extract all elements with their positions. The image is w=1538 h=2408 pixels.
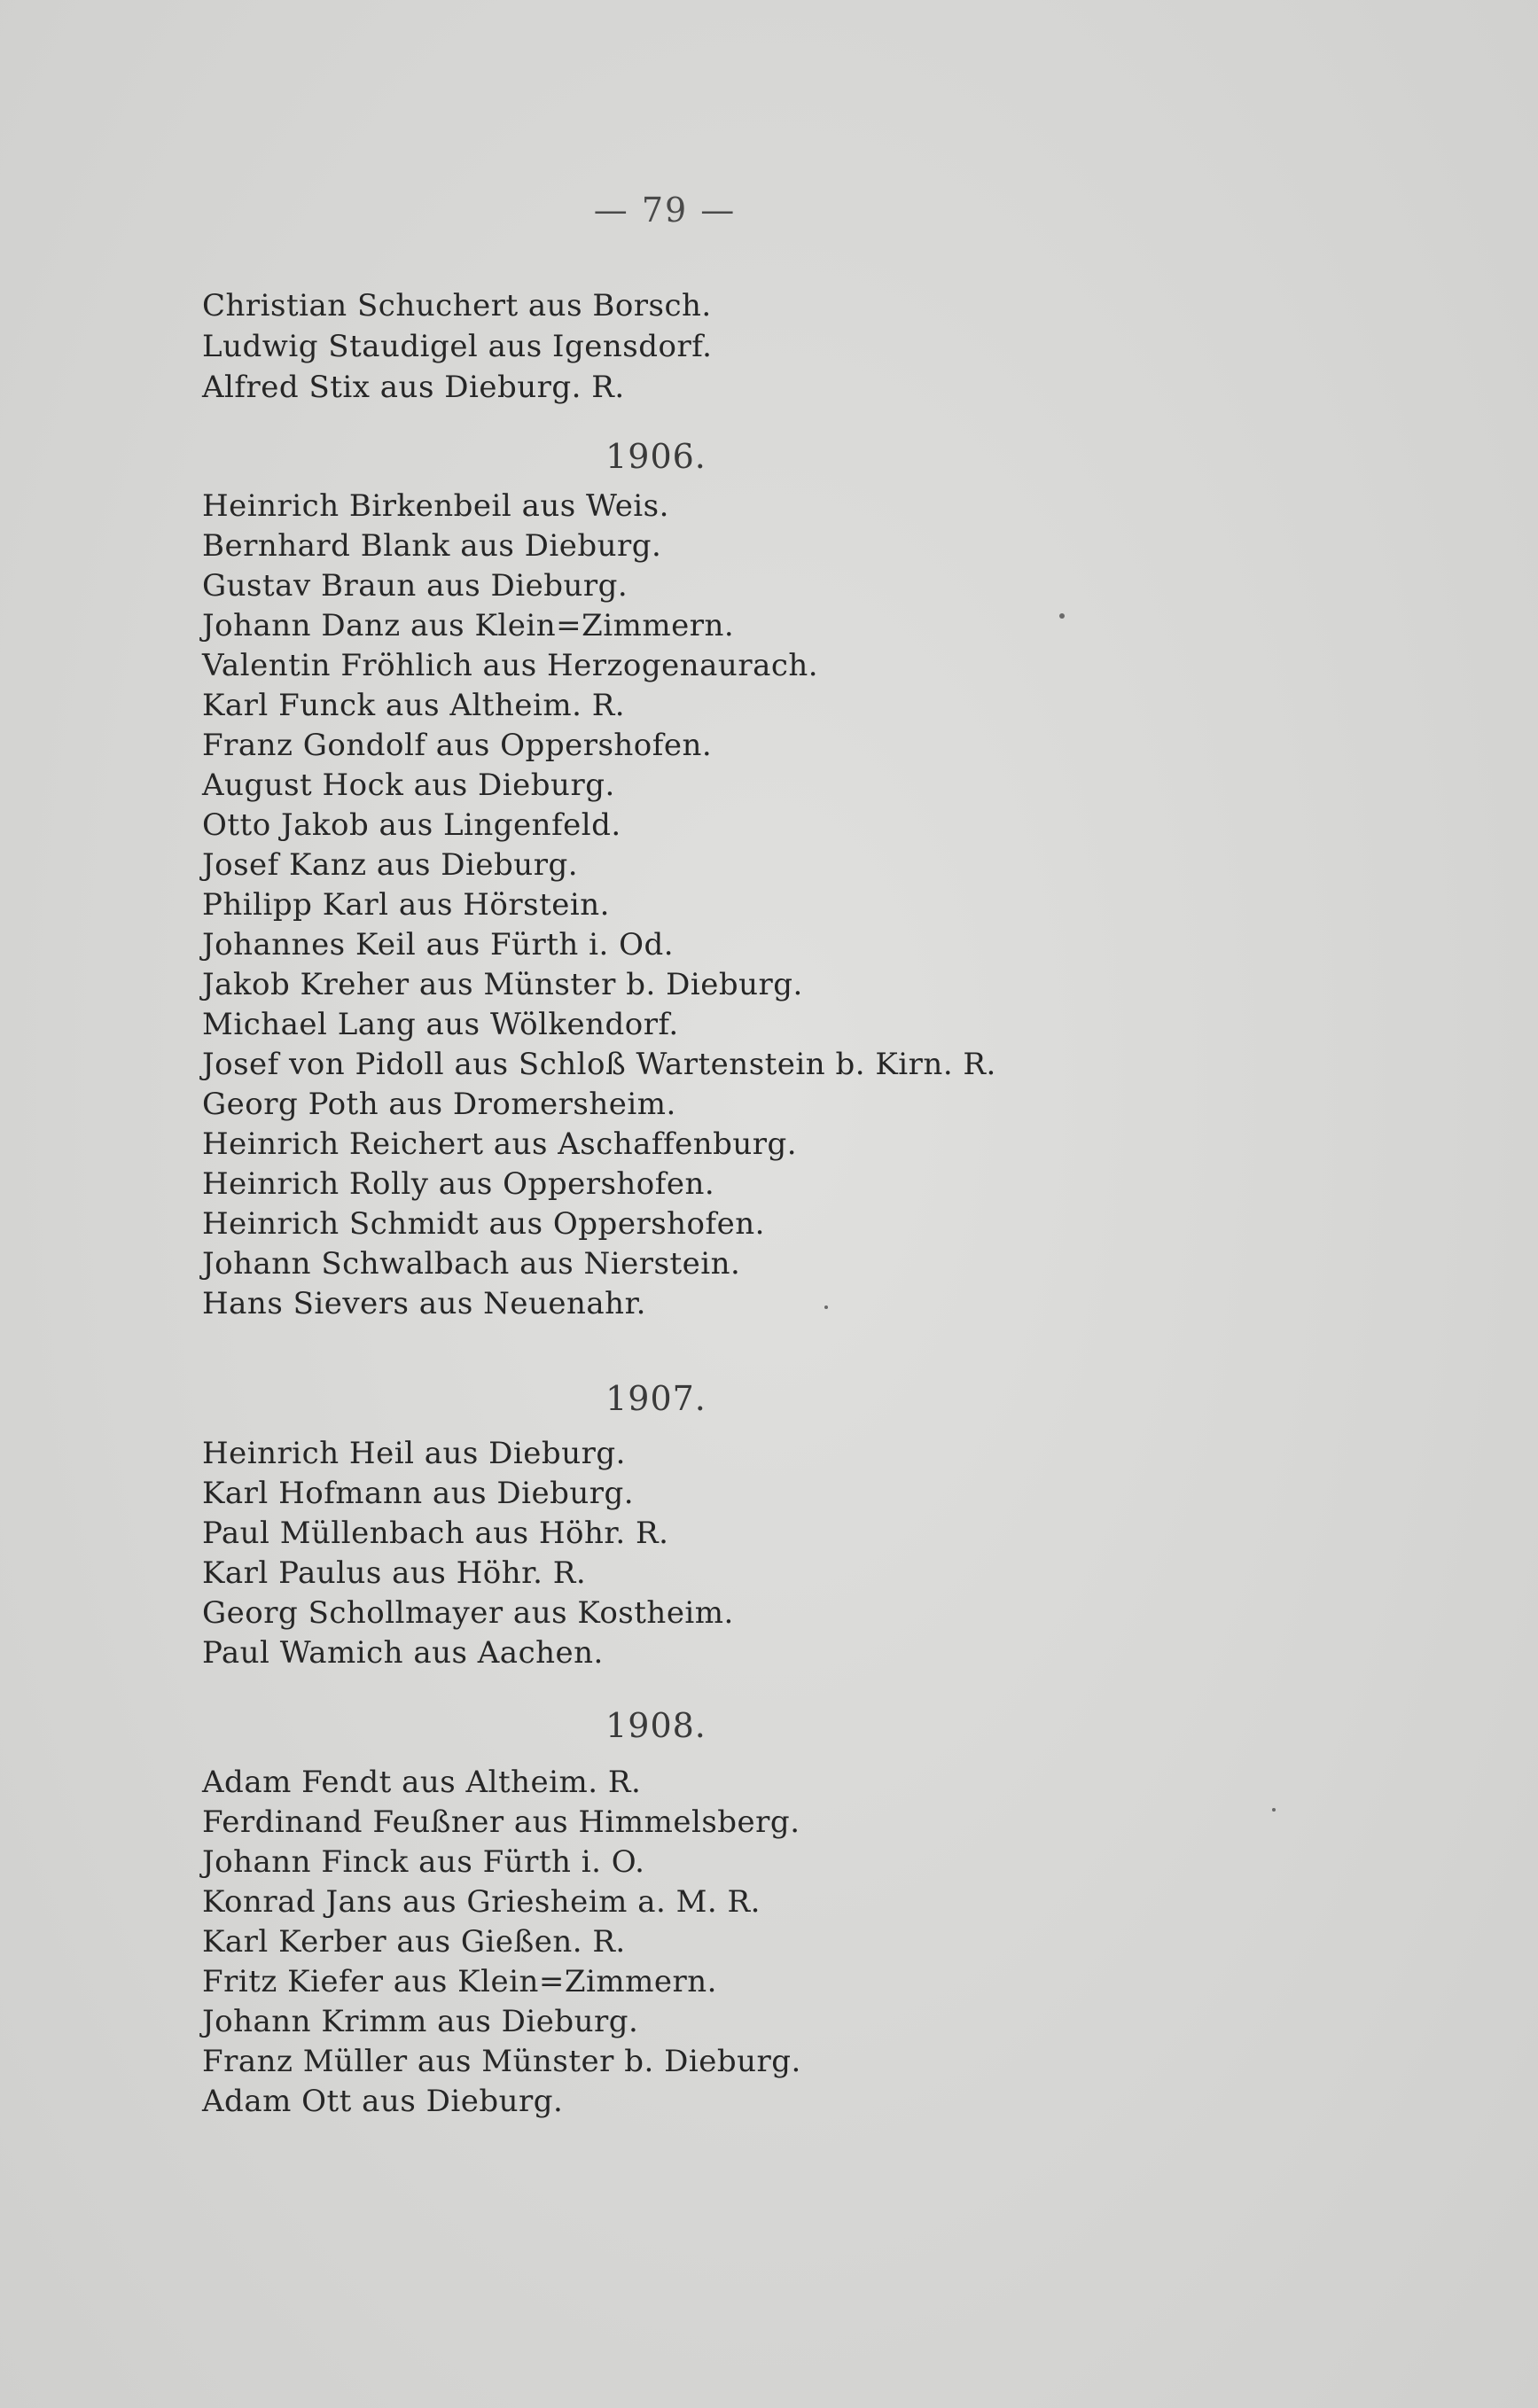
entry-text: Georg Poth aus Dromersheim.: [202, 1087, 676, 1122]
entry-text: Paul Müllenbach aus Höhr. R.: [202, 1516, 669, 1551]
entry-text: Adam Fendt aus Altheim. R.: [202, 1765, 642, 1800]
entry-text: Konrad Jans aus Griesheim a. M. R.: [202, 1884, 761, 1920]
entry-text: Karl Hofmann aus Dieburg.: [202, 1476, 635, 1511]
entry-text: Philipp Karl aus Hörstein.: [202, 887, 610, 923]
entry-text: Jakob Kreher aus Münster b. Dieburg.: [202, 967, 803, 1002]
entry-text: Karl Paulus aus Höhr. R.: [202, 1555, 587, 1591]
entry-text: Josef von Pidoll aus Schloß Wartenstein b. Kirn. R.: [202, 1047, 996, 1082]
entry-text: Alfred Stix aus Dieburg. R.: [202, 370, 625, 405]
entry-text: Ludwig Staudigel aus Igensdorf.: [202, 329, 713, 364]
entry-text: August Hock aus Dieburg.: [202, 768, 615, 803]
entry-text: Johann Danz aus Klein=Zimmern.: [202, 608, 735, 643]
entry-text: Johann Schwalbach aus Nierstein.: [202, 1246, 741, 1282]
entry-text: Heinrich Schmidt aus Oppershofen.: [202, 1206, 765, 1242]
entry-text: Johann Finck aus Fürth i. O.: [202, 1844, 645, 1880]
print-speck: [824, 1305, 828, 1309]
entry-text: Franz Müller aus Münster b. Dieburg.: [202, 2044, 801, 2079]
entry-text: Heinrich Reichert aus Aschaffenburg.: [202, 1126, 798, 1162]
year-heading: 1908.: [605, 1706, 707, 1745]
entry-text: Ferdinand Feußner aus Himmelsberg.: [202, 1804, 800, 1840]
entry-text: Hans Sievers aus Neuenahr.: [202, 1286, 646, 1321]
page-number: — 79 —: [593, 191, 737, 230]
entry-text: Michael Lang aus Wölkendorf.: [202, 1007, 679, 1042]
entry-text: Franz Gondolf aus Oppershofen.: [202, 728, 713, 763]
entry-text: Karl Funck aus Altheim. R.: [202, 688, 626, 723]
entry-text: Heinrich Rolly aus Oppershofen.: [202, 1166, 715, 1202]
entry-text: Valentin Fröhlich aus Herzogenaurach.: [202, 648, 819, 683]
entry-text: Bernhard Blank aus Dieburg.: [202, 528, 662, 564]
entry-text: Josef Kanz aus Dieburg.: [202, 847, 579, 883]
entry-text: Georg Schollmayer aus Kostheim.: [202, 1595, 734, 1631]
year-heading: 1907.: [605, 1379, 707, 1418]
print-speck: [1059, 613, 1065, 619]
entry-text: Otto Jakob aus Lingenfeld.: [202, 807, 621, 843]
entry-text: Karl Kerber aus Gießen. R.: [202, 1924, 626, 1960]
entry-text: Johann Krimm aus Dieburg.: [202, 2004, 639, 2039]
entry-text: Johannes Keil aus Fürth i. Od.: [202, 927, 675, 962]
entry-text: Christian Schuchert aus Borsch.: [202, 288, 712, 323]
entry-text: Paul Wamich aus Aachen.: [202, 1635, 604, 1671]
year-heading: 1906.: [605, 437, 707, 476]
entry-text: Adam Ott aus Dieburg.: [202, 2084, 564, 2119]
entry-text: Heinrich Heil aus Dieburg.: [202, 1436, 626, 1471]
print-speck: [1272, 1808, 1276, 1812]
entry-text: Heinrich Birkenbeil aus Weis.: [202, 488, 669, 524]
entry-text: Gustav Braun aus Dieburg.: [202, 568, 628, 604]
entry-text: Fritz Kiefer aus Klein=Zimmern.: [202, 1964, 717, 1999]
